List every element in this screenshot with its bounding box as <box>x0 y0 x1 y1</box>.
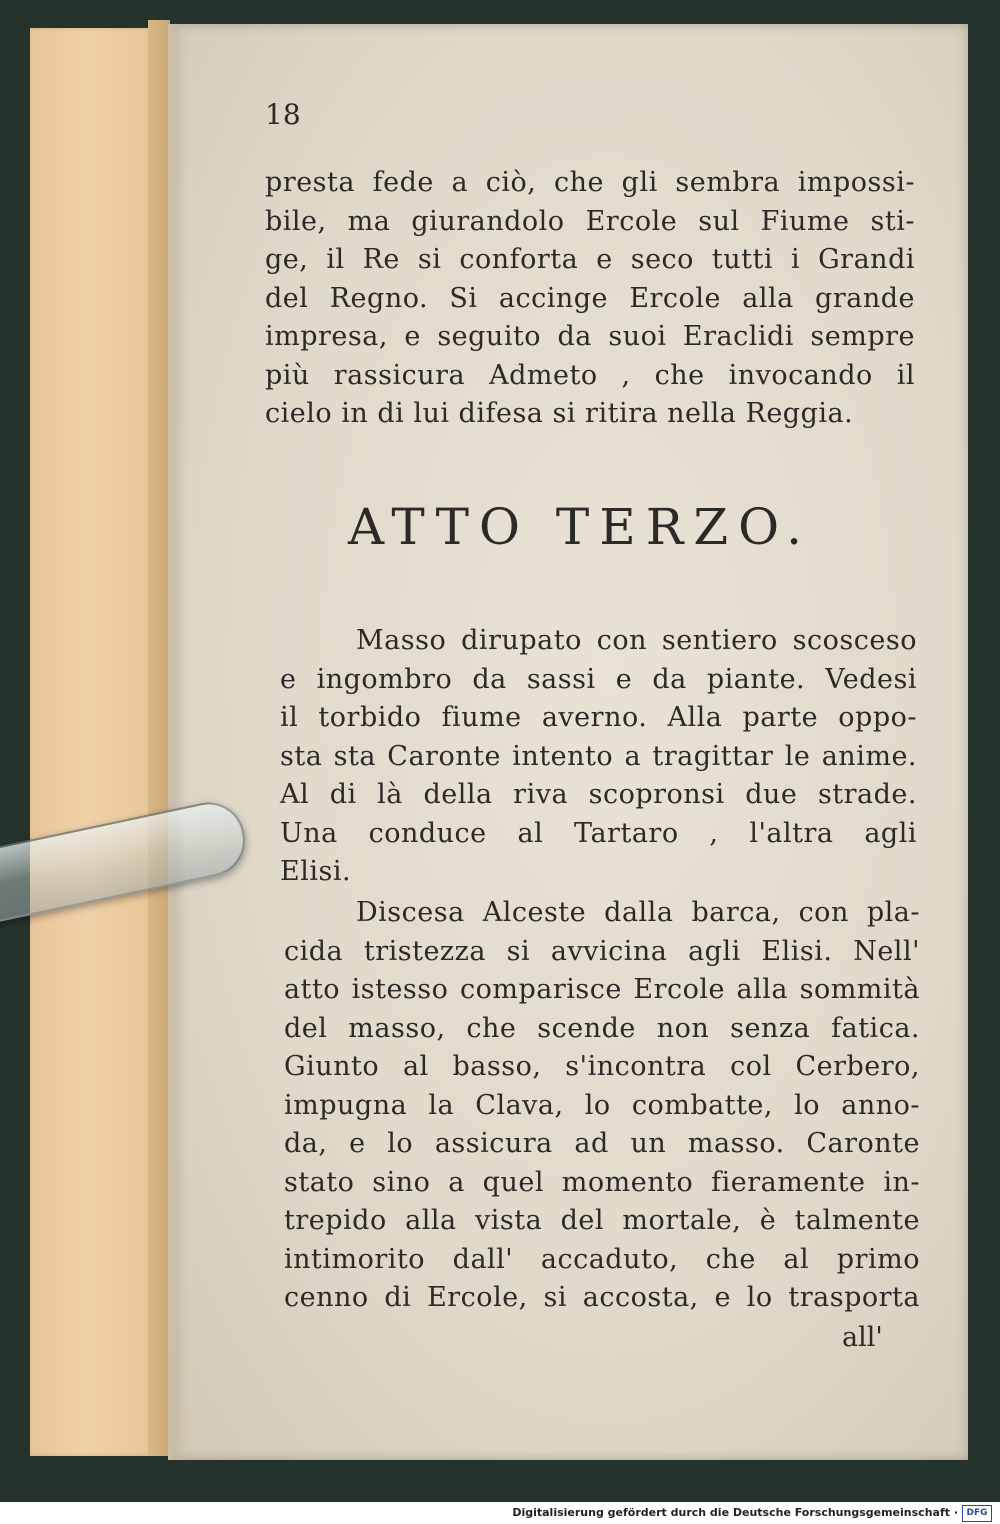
page-number: 18 <box>265 98 301 131</box>
funding-credit: Digitalisierung gefördert durch die Deutsche Forschungsgemeinschaft · <box>512 1506 958 1519</box>
act-heading: ATTO TERZO. <box>348 498 813 556</box>
text-line: cielo in di lui difesa si ritira nella Reggia. <box>265 398 854 429</box>
text-line: sta sta Caronte intento a tragittar le anime. <box>280 740 917 772</box>
text-line: Masso dirupato con sentiero scosceso <box>356 625 917 656</box>
paragraph-2 <box>280 622 917 892</box>
footer-bar <box>0 1502 1000 1524</box>
text-line: più rassicura Admeto , che invocando il <box>265 359 915 391</box>
text-line: atto istesso comparisce Ercole alla sommità <box>284 974 920 1005</box>
text-line: presta fede a ciò, che gli sembra impossi- <box>265 167 915 198</box>
dfg-logo-icon: DFG <box>962 1505 992 1522</box>
text-line: del Regno. Si accinge Ercole alla grande <box>265 282 915 314</box>
paragraph-1 <box>265 164 915 434</box>
text-line: bile, ma giurandolo Ercole sul Fiume sti- <box>265 205 915 237</box>
cover-edge <box>148 20 170 1456</box>
text-line: trepido alla vista del mortale, è talmente <box>284 1205 920 1236</box>
text-line: da, e lo assicura ad un masso. Caronte <box>284 1128 920 1159</box>
text-line: intimorito dall' accaduto, che al primo <box>284 1243 920 1275</box>
text-line: e ingombro da sassi e da piante. Vedesi <box>280 663 917 695</box>
page-gutter <box>168 24 186 1460</box>
text-line: stato sino a quel momento fieramente in- <box>284 1166 920 1198</box>
text-line: impugna la Clava, lo combatte, lo anno- <box>284 1089 920 1121</box>
catchword: all' <box>842 1322 883 1353</box>
text-line: cida tristezza si avvicina agli Elisi. Nell' <box>284 935 920 967</box>
text-line: del masso, che scende non senza fatica. <box>284 1012 920 1044</box>
text-line: Una conduce al Tartaro , l'altra agli <box>280 817 917 849</box>
text-line: il torbido fiume averno. Alla parte oppo- <box>280 702 917 733</box>
paragraph-3 <box>284 894 920 1318</box>
text-line: Elisi. <box>280 856 352 887</box>
text-line: Al di là della riva scopronsi due strade. <box>280 779 917 810</box>
text-line: Discesa Alceste dalla barca, con pla- <box>356 897 920 928</box>
text-line: Giunto al basso, s'incontra col Cerbero, <box>284 1051 920 1082</box>
text-line: impresa, e seguito da suoi Eraclidi sempre <box>265 321 915 352</box>
text-line: cenno di Ercole, si accosta, e lo trasporta <box>284 1282 920 1313</box>
text-line: ge, il Re si conforta e seco tutti i Grandi <box>265 244 915 275</box>
